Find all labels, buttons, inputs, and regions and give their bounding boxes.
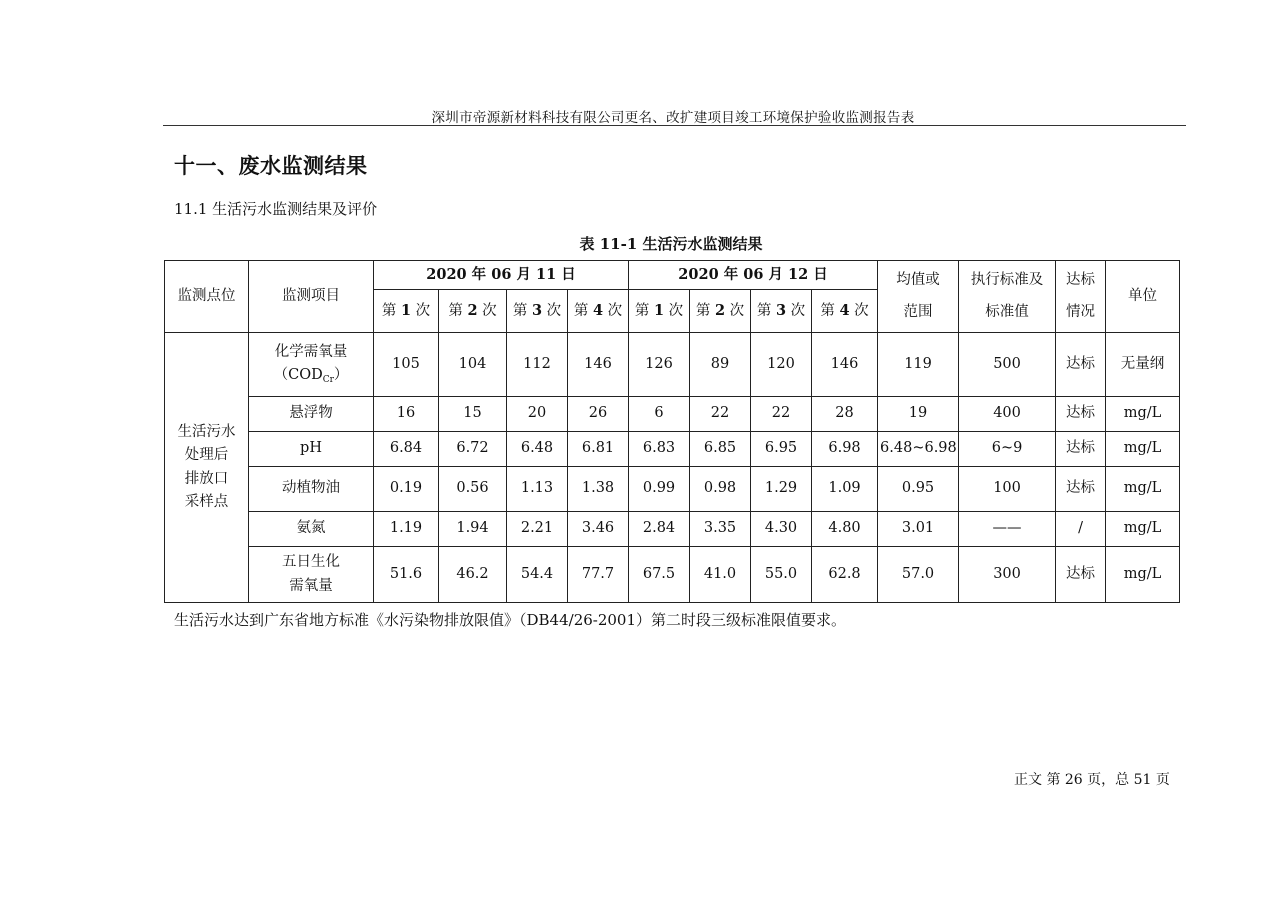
sampling-point-line: 生活污水 [177,424,236,441]
value-cell: 0.56 [439,467,507,512]
mean-cell: 0.95 [878,467,959,512]
table-caption: 表 11-1 生活污水监测结果 [579,235,763,253]
wastewater-results-table [164,260,1180,603]
item-line: 五日生化 [282,554,340,571]
value-cell: 62.8 [812,547,878,603]
header-standard-line2: 标准值 [985,303,1029,320]
header-date-2: 2020 年 06 月 12 日 [629,261,878,290]
value-cell: 146 [568,333,629,397]
standard-cell: 500 [959,333,1056,397]
value-cell: 16 [374,397,439,432]
value-cell: 67.5 [629,547,690,603]
value-cell: 0.19 [374,467,439,512]
table-row [165,333,1180,397]
value-cell: 6.72 [439,432,507,467]
page-number: 正文 第 26 页，总 51 页 [1014,772,1170,788]
value-cell: 105 [374,333,439,397]
sampling-point-cell [165,333,249,603]
value-cell: 6.83 [629,432,690,467]
mean-cell: 119 [878,333,959,397]
header-standard-line1: 执行标准及 [970,272,1044,289]
mean-cell: 19 [878,397,959,432]
value-cell: 51.6 [374,547,439,603]
value-cell: 22 [751,397,812,432]
standard-cell: 300 [959,547,1056,603]
header-standard [959,261,1056,333]
value-cell: 1.94 [439,512,507,547]
value-cell: 3.35 [690,512,751,547]
value-cell: 0.98 [690,467,751,512]
header-mean-range [878,261,959,333]
item-line: 需氧量 [289,577,333,594]
value-cell: 1.19 [374,512,439,547]
value-cell: 41.0 [690,547,751,603]
sampling-point-line: 排放口 [184,470,229,487]
header-round: 第 2 次 [690,290,751,333]
unit-cell: mg/L [1106,432,1180,467]
table-row [165,547,1180,603]
header-unit: 单位 [1106,261,1180,333]
unit-cell: 无量纲 [1106,333,1180,397]
mean-cell: 57.0 [878,547,959,603]
status-cell: 达标 [1056,467,1106,512]
table-header-row-1 [165,261,1180,290]
status-cell: / [1056,512,1106,547]
mean-cell: 3.01 [878,512,959,547]
value-cell: 22 [690,397,751,432]
item-cell: 动植物油 [249,467,374,512]
table-row [165,512,1180,547]
value-cell: 3.46 [568,512,629,547]
status-cell: 达标 [1056,432,1106,467]
value-cell: 6.95 [751,432,812,467]
unit-cell: mg/L [1106,397,1180,432]
item-cell [249,547,374,603]
compliance-note: 生活污水达到广东省地方标准《水污染物排放限值》（DB44/26-2001）第二时段三级标准限值要求。 [174,611,847,629]
value-cell: 15 [439,397,507,432]
header-round: 第 4 次 [812,290,878,333]
value-cell: 6.84 [374,432,439,467]
section-title: 十一、废水监测结果 [174,154,368,178]
value-cell: 55.0 [751,547,812,603]
value-cell: 1.29 [751,467,812,512]
sampling-point-line: 处理后 [184,447,229,464]
table-row [165,397,1180,432]
value-cell: 126 [629,333,690,397]
item-cell [249,333,374,397]
value-cell: 2.21 [507,512,568,547]
value-cell: 1.13 [507,467,568,512]
table-row [165,467,1180,512]
header-compliance-line1: 达标 [1066,272,1096,289]
value-cell: 1.38 [568,467,629,512]
header-mean-line2: 范围 [903,303,933,320]
value-cell: 26 [568,397,629,432]
header-round: 第 1 次 [629,290,690,333]
status-cell: 达标 [1056,397,1106,432]
value-cell: 4.30 [751,512,812,547]
standard-cell: 100 [959,467,1056,512]
value-cell: 20 [507,397,568,432]
unit-cell: mg/L [1106,467,1180,512]
item-line: $(COD_{Cr})$ [273,367,349,386]
value-cell: 1.09 [812,467,878,512]
status-cell: 达标 [1056,333,1106,397]
report-header-title: 深圳市帝源新材料科技有限公司更名、改扩建项目竣工环境保护验收监测报告表 [431,110,915,126]
table-row [165,432,1180,467]
header-date-1: 2020 年 06 月 11 日 [374,261,629,290]
value-cell: 2.84 [629,512,690,547]
standard-cell: 6~9 [959,432,1056,467]
value-cell: 0.99 [629,467,690,512]
value-cell: 46.2 [439,547,507,603]
unit-cell: mg/L [1106,512,1180,547]
header-round: 第 1 次 [374,290,439,333]
value-cell: 77.7 [568,547,629,603]
value-cell: 6.98 [812,432,878,467]
header-monitoring-item: 监测项目 [249,261,374,333]
value-cell: 6.85 [690,432,751,467]
unit-cell: mg/L [1106,547,1180,603]
value-cell: 112 [507,333,568,397]
item-cell: 悬浮物 [249,397,374,432]
sampling-point-line: 采样点 [184,493,229,510]
mean-cell: 6.48~6.98 [878,432,959,467]
subsection-title: 11.1 生活污水监测结果及评价 [174,200,378,218]
header-round: 第 3 次 [507,290,568,333]
item-line: 化学需氧量 [274,344,348,361]
header-mean-line1: 均值或 [896,272,940,289]
header-round: 第 2 次 [439,290,507,333]
value-cell: 146 [812,333,878,397]
value-cell: 4.80 [812,512,878,547]
item-cell: 氨氮 [249,512,374,547]
header-round: 第 3 次 [751,290,812,333]
header-compliance [1056,261,1106,333]
value-cell: 120 [751,333,812,397]
header-monitoring-point: 监测点位 [165,261,249,333]
standard-cell: —— [959,512,1056,547]
item-cell: pH [249,432,374,467]
value-cell: 6.81 [568,432,629,467]
header-divider [163,125,1186,126]
header-round: 第 4 次 [568,290,629,333]
value-cell: 6.48 [507,432,568,467]
value-cell: 104 [439,333,507,397]
value-cell: 89 [690,333,751,397]
value-cell: 54.4 [507,547,568,603]
standard-cell: 400 [959,397,1056,432]
header-compliance-line2: 情况 [1066,303,1096,320]
value-cell: 28 [812,397,878,432]
value-cell: 6 [629,397,690,432]
status-cell: 达标 [1056,547,1106,603]
